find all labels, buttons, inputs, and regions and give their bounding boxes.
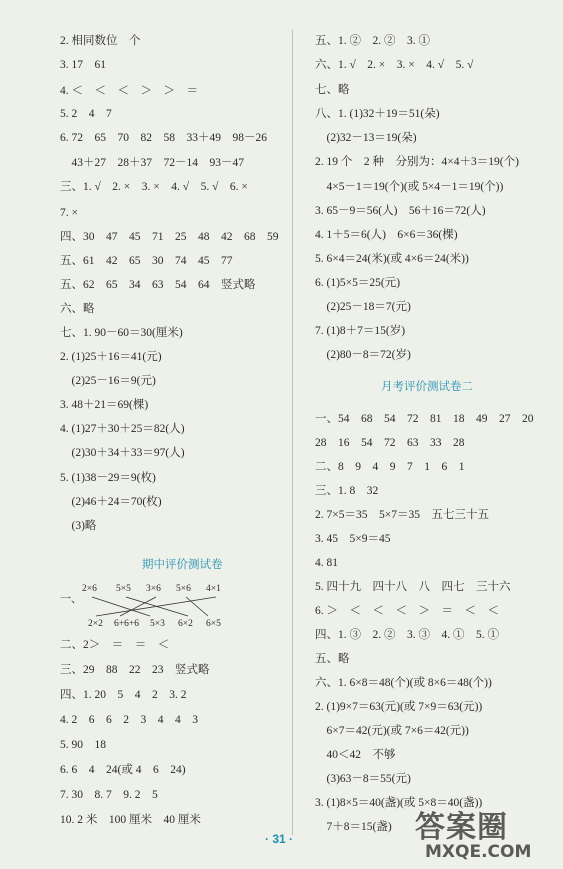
matching-prefix: 一、 — [60, 593, 82, 605]
watermark-url: MXQE.COM — [425, 842, 532, 862]
answer-line: (3)略 — [60, 520, 97, 532]
answer-line: (3)63－8＝55(元) — [315, 773, 411, 785]
answer-line: 5. 四十九 四十八 八 四七 三十六 — [315, 581, 511, 593]
answer-line: 7. 30 8. 7 9. 2 5 — [60, 789, 158, 801]
answer-line: 6. ＞ ＜ ＜ ＜ ＞ ＝ ＜ ＜ — [315, 605, 499, 617]
answer-line: 五、1. ② 2. ② 3. ① — [315, 35, 430, 47]
answer-line: 3. 45 5×9＝45 — [315, 533, 391, 545]
answer-line: 3. (1)8×5＝40(盏)(或 5×8＝40(盏)) — [315, 797, 483, 809]
matching-bottom-item: 5×3 — [150, 619, 165, 629]
answer-line: 2. (1)25＋16＝41(元) — [60, 351, 162, 363]
answer-line: 八、1. (1)32＋19＝51(朵) — [315, 108, 440, 120]
answer-line: 6. (1)5×5＝25(元) — [315, 277, 401, 289]
answer-line: 4. 1＋5＝6(人) 6×6＝36(棵) — [315, 229, 458, 241]
matching-top-item: 5×5 — [116, 584, 131, 594]
answer-line: 4. 2 6 6 2 3 4 4 3 — [60, 714, 198, 726]
matching-question — [60, 584, 280, 634]
answer-line: 5. 90 18 — [60, 739, 106, 751]
matching-top-item: 3×6 — [146, 584, 161, 594]
answer-line: 四、1. 20 5 4 2 3. 2 — [60, 689, 187, 701]
answer-line: 二、2＞ ＝ ＝ ＜ — [60, 639, 170, 651]
answer-line: 3. 17 61 — [60, 59, 106, 71]
answer-line: 4. ＜ ＜ ＜ ＞ ＞ ＝ — [60, 85, 198, 97]
answer-line: (2)25－16＝9(元) — [60, 375, 156, 387]
answer-line: 六、略 — [60, 303, 95, 315]
answer-line: 三、29 88 22 23 竖式略 — [60, 664, 210, 676]
section-heading: 期中评价测试卷 — [142, 557, 223, 571]
answer-line: (2)46＋24＝70(枚) — [60, 496, 162, 508]
answer-line: 4×5－1＝19(个)(或 5×4－1＝19(个)) — [315, 181, 504, 193]
answer-line: 5. (1)38－29＝9(枚) — [60, 472, 156, 484]
answer-line: 五、62 65 34 63 54 64 竖式略 — [60, 279, 256, 291]
answer-line: (2)25－18＝7(元) — [315, 301, 411, 313]
answer-line: 3. 48＋21＝69(棵) — [60, 399, 149, 411]
answer-line: 5. 6×4＝24(米)(或 4×6＝24(米)) — [315, 253, 469, 265]
answer-line: 三、1. 8 32 — [315, 485, 379, 497]
answer-line: 2. (1)9×7＝63(元)(或 7×9＝63(元)) — [315, 701, 483, 713]
answer-line: 43＋27 28＋37 72－14 93－47 — [60, 157, 244, 169]
watermark-logo — [405, 802, 555, 864]
answer-line: 七、略 — [315, 84, 350, 96]
answer-line: 三、1. √ 2. × 3. × 4. √ 5. √ 6. × — [60, 181, 248, 193]
answer-line: 10. 2 米 100 厘米 40 厘米 — [60, 814, 201, 826]
section-heading: 月考评价测试卷二 — [381, 379, 473, 393]
matching-bottom-item: 6×2 — [178, 619, 193, 629]
answer-line: 4. 81 — [315, 557, 338, 569]
answer-line: 四、1. ③ 2. ② 3. ③ 4. ① 5. ① — [315, 629, 499, 641]
answer-line: 2. 7×5＝35 5×7＝35 五七三十五 — [315, 509, 489, 521]
answer-line: 6. 6 4 24(或 4 6 24) — [60, 764, 186, 776]
matching-top-item: 2×6 — [82, 584, 97, 594]
matching-bottom-item: 6+6+6 — [114, 619, 139, 629]
answer-line: 一、54 68 54 72 81 18 49 27 20 — [315, 413, 534, 425]
page-number: · 31 · — [265, 832, 294, 846]
answer-line: 五、略 — [315, 653, 350, 665]
answer-line: 2. 19 个 2 种 分别为：4×4＋3＝19(个) — [315, 156, 519, 168]
answer-line: 7＋8＝15(盏) — [315, 821, 392, 833]
answer-line: 7. × — [60, 207, 78, 219]
answer-line: (2)30＋34＋33＝97(人) — [60, 447, 185, 459]
matching-bottom-item: 2×2 — [88, 619, 103, 629]
answer-line: 7. (1)8＋7＝15(岁) — [315, 325, 406, 337]
answer-line: 七、1. 90－60＝30(厘米) — [60, 327, 183, 339]
matching-bottom-item: 6×5 — [206, 619, 221, 629]
matching-top-item: 4×1 — [206, 584, 221, 594]
matching-top-item: 5×6 — [176, 584, 191, 594]
answer-line: 4. (1)27＋30＋25＝82(人) — [60, 423, 185, 435]
watermark-title: 答案圈 — [415, 810, 508, 845]
answer-line: 28 16 54 72 63 33 28 — [315, 437, 465, 449]
answer-line: 6. 72 65 70 82 58 33＋49 98－26 — [60, 132, 267, 144]
column-divider — [292, 30, 293, 835]
answer-line: 二、8 9 4 9 7 1 6 1 — [315, 461, 465, 473]
answer-line: 5. 2 4 7 — [60, 108, 112, 120]
answer-line: 五、61 42 65 30 74 45 77 — [60, 255, 233, 267]
answer-line: 6×7＝42(元)(或 7×6＝42(元)) — [315, 725, 469, 737]
answer-line: 40＜42 不够 — [315, 749, 396, 761]
answer-line: 3. 65－9＝56(人) 56＋16＝72(人) — [315, 205, 486, 217]
answer-line: (2)80－8＝72(岁) — [315, 349, 411, 361]
answer-line: 六、1. √ 2. × 3. × 4. √ 5. √ — [315, 59, 474, 71]
answer-line: (2)32－13＝19(朵) — [315, 132, 417, 144]
answer-line: 四、30 47 45 71 25 48 42 68 59 — [60, 231, 279, 243]
answer-line: 六、1. 6×8＝48(个)(或 8×6＝48(个)) — [315, 677, 492, 689]
answer-line: 2. 相同数位 个 — [60, 35, 141, 47]
